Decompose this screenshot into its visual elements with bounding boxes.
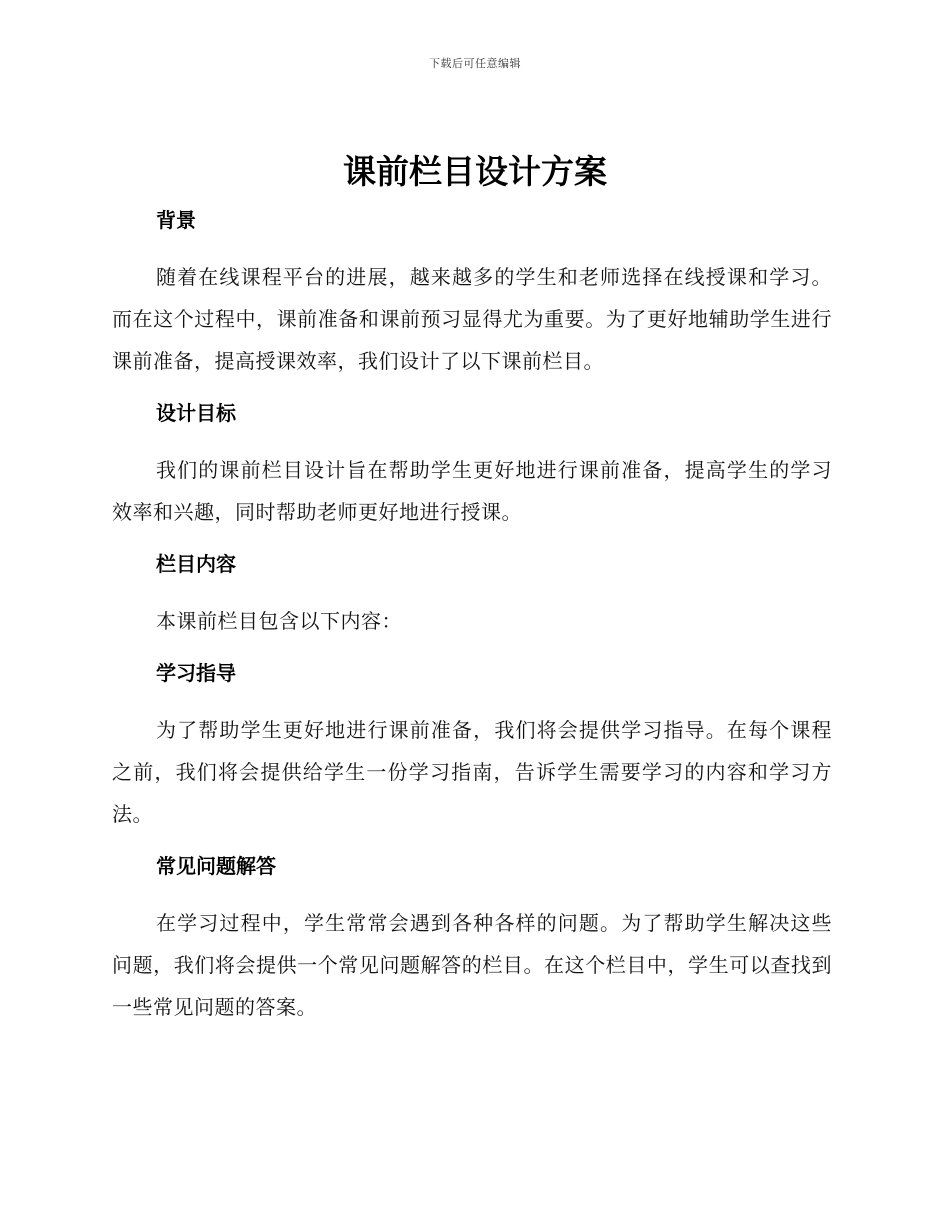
document-title: 课前栏目设计方案 [343, 152, 607, 191]
section-faq [112, 846, 832, 1028]
section-paragraph: 我们的课前栏目设计旨在帮助学生更好地进行课前准备，提高学生的学习效率和兴趣，同时帮助老师更好地进行授课。 [112, 458, 832, 524]
section-background [112, 200, 832, 393]
running-header: 下载后可任意编辑 [429, 57, 521, 70]
section-paragraph: 本课前栏目包含以下内容： [156, 609, 402, 633]
document-body [112, 200, 832, 1028]
section-study-guide [112, 653, 832, 846]
section-heading: 学习指导 [156, 661, 236, 685]
section-heading: 设计目标 [156, 401, 236, 425]
section-heading: 背景 [156, 208, 196, 232]
section-paragraph: 为了帮助学生更好地进行课前准备，我们将会提供学习指导。在每个课程之前，我们将会提供给学生一份学习指南，告诉学生需要学习的内容和学习方法。 [112, 718, 832, 826]
section-design-goals [112, 393, 832, 544]
section-column-content [112, 544, 832, 653]
section-heading: 栏目内容 [156, 552, 236, 576]
section-heading: 常见问题解答 [156, 854, 276, 878]
section-paragraph: 在学习过程中，学生常常会遇到各种各样的问题。为了帮助学生解决这些问题，我们将会提供一个常见问题解答的栏目。在这个栏目中，学生可以查找到一些常见问题的答案。 [112, 911, 832, 1019]
section-paragraph: 随着在线课程平台的进展，越来越多的学生和老师选择在线授课和学习。而在这个过程中，课前准备和课前预习显得尤为重要。为了更好地辅助学生进行课前准备，提高授课效率，我们设计了以下课前栏目。 [112, 265, 832, 373]
